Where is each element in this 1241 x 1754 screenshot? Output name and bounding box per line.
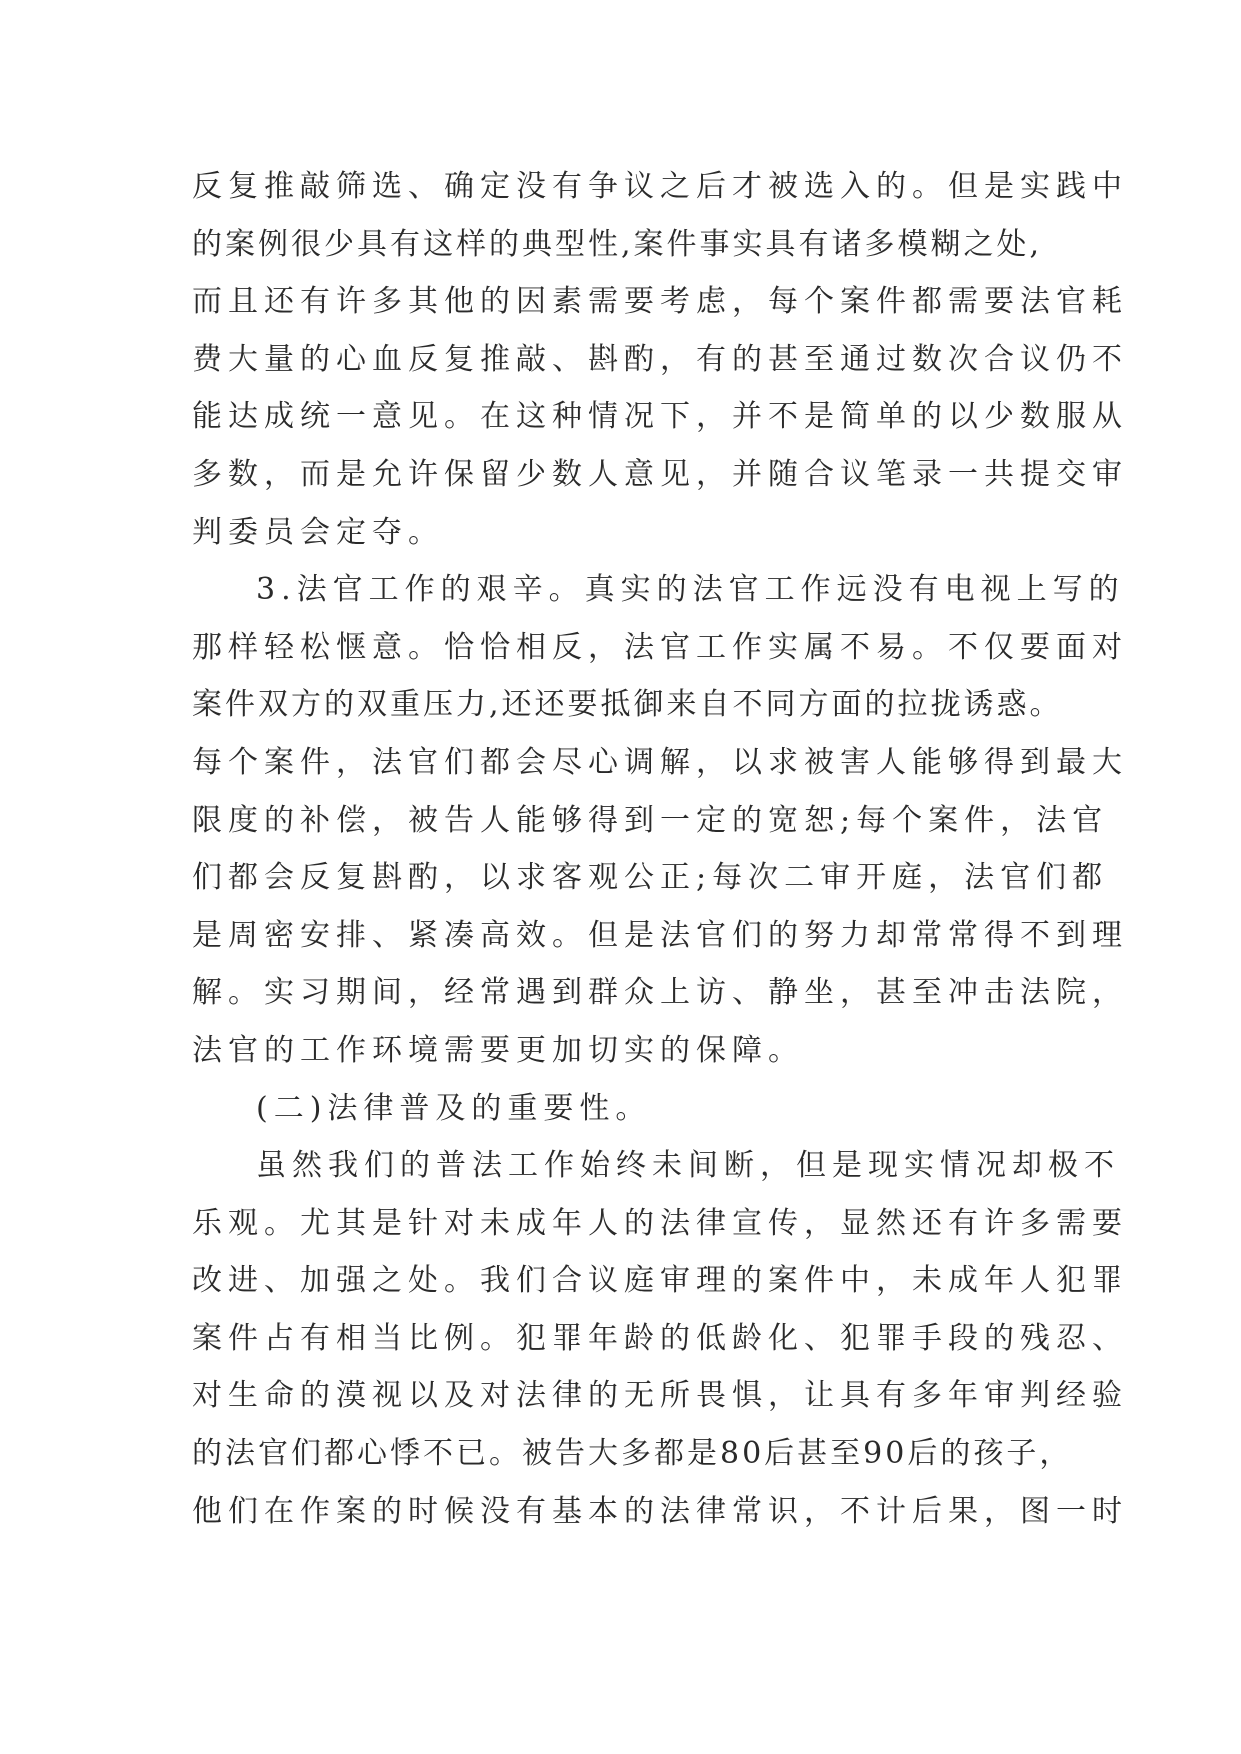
text-line: 费大量的心血反复推敲、斟酌，有的甚至通过数次合议仍不 <box>192 341 1128 377</box>
text-line: 对生命的漠视以及对法律的无所畏惧，让具有多年审判经验 <box>192 1378 1128 1414</box>
text-line: 是周密安排、紧凑高效。但是法官们的努力却常常得不到理 <box>192 917 1128 953</box>
text-line: 案件占有相当比例。犯罪年龄的低龄化、犯罪手段的残忍、 <box>192 1320 1128 1356</box>
text-line: 解。实习期间，经常遇到群众上访、静坐，甚至冲击法院， <box>192 975 1128 1011</box>
text-line: 法官的工作环境需要更加切实的保障。 <box>192 1032 804 1068</box>
text-line: 的法官们都心悸不已。被告大多都是80后甚至90后的孩子， <box>192 1436 1073 1472</box>
text-line: 他们在作案的时候没有基本的法律常识，不计后果，图一时 <box>192 1493 1128 1529</box>
text-line: 们都会反复斟酌，以求客观公正;每次二审开庭，法官们都 <box>192 860 1109 896</box>
text-line: 那样轻松惬意。恰恰相反，法官工作实属不易。不仅要面对 <box>192 629 1128 665</box>
text-line: 乐观。尤其是针对未成年人的法律宣传，显然还有许多需要 <box>192 1205 1128 1241</box>
text-line: 案件双方的双重压力,还还要抵御来自不同方面的拉拢诱惑。 <box>192 687 1063 723</box>
paragraph-heading: 3.法官工作的艰辛。真实的法官工作远没有电视上写的 <box>256 572 1125 608</box>
body-text <box>192 158 1128 1540</box>
text-line: 每个案件，法官们都会尽心调解，以求被害人能够得到最大 <box>192 744 1128 780</box>
text-line: 判委员会定夺。 <box>192 514 444 550</box>
text-line: 限度的补偿，被告人能够得到一定的宽恕;每个案件，法官 <box>192 802 1109 838</box>
section-heading: (二)法律普及的重要性。 <box>256 1090 652 1126</box>
text-line: 反复推敲筛选、确定没有争议之后才被选入的。但是实践中 <box>192 169 1128 204</box>
text-line: 而且还有许多其他的因素需要考虑，每个案件都需要法官耗 <box>192 284 1128 320</box>
text-line: 改进、加强之处。我们合议庭审理的案件中，未成年人犯罪 <box>192 1263 1128 1299</box>
text-line: 的案例很少具有这样的典型性,案件事实具有诸多模糊之处, <box>192 226 1043 262</box>
text-line: 多数，而是允许保留少数人意见，并随合议笔录一共提交审 <box>192 456 1128 492</box>
text-line: 虽然我们的普法工作始终未间断，但是现实情况却极不 <box>256 1148 1120 1184</box>
text-line: 能达成统一意见。在这种情况下，并不是简单的以少数服从 <box>192 399 1128 435</box>
